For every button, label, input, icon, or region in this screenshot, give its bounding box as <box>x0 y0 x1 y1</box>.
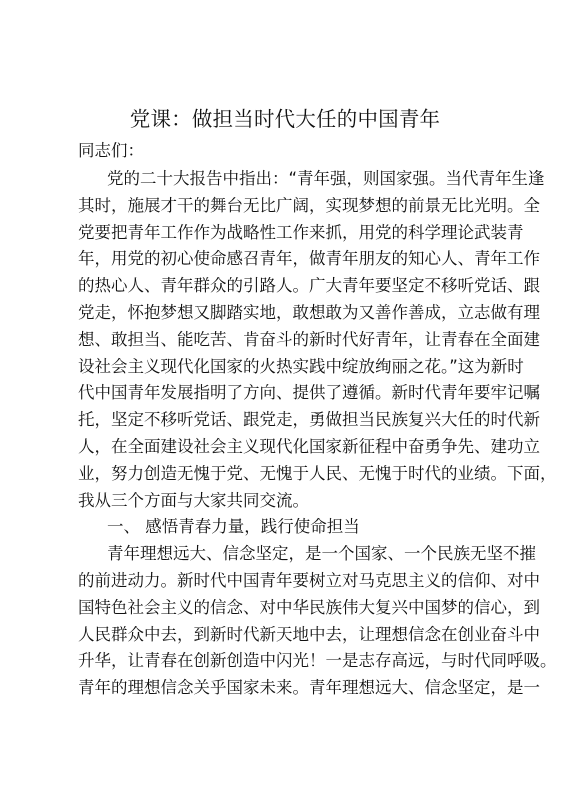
paragraph-1-line: 人，在全面建设社会主义现代化国家新征程中奋勇争先、建功立 <box>78 436 540 456</box>
paragraph-1-line: 我从三个方面与大家共同交流。 <box>78 490 309 510</box>
paragraph-1-line: 党的二十大报告中指出：“青年强，则国家强。当代青年生逢 <box>107 169 545 188</box>
paragraph-2-line: 人民群众中去，到新时代新天地中去，让理想信念在创业奋斗中 <box>78 624 540 644</box>
paragraph-1-line: 托，坚定不移听党话、跟党走，勇做担当民族复兴大任的时代新 <box>78 410 540 430</box>
greeting: 同志们： <box>78 141 144 160</box>
section-1-heading: 一、 感悟青春力量，践行使命担当 <box>107 517 360 537</box>
paragraph-1-line: 的热心人、青年群众的引路人。广大青年要坚定不移听党话、跟 <box>78 276 540 296</box>
paragraph-1-line: 业，努力创造无愧于党、无愧于人民、无愧于时代的业绩。下面， <box>78 463 557 483</box>
paragraph-2-line: 国特色社会主义的信念、对中华民族伟大复兴中国梦的信心，到 <box>78 597 540 617</box>
paragraph-2-line: 的前进动力。新时代中国青年要树立对马克思主义的信仰、对中 <box>78 570 540 590</box>
document-body <box>78 166 557 702</box>
paragraph-1-line: 党要把青年工作作为战略性工作来抓，用党的科学理论武装青 <box>78 222 524 242</box>
paragraph-1-line: 设社会主义现代化国家的火热实践中绽放绚丽之花。”这为新时 <box>78 356 524 376</box>
paragraph-1-line: 代中国青年发展指明了方向、提供了遵循。新时代青年要牢记嘱 <box>78 383 540 403</box>
paragraph-1-line: 其时，施展才干的舞台无比广阔，实现梦想的前景无比光明。全 <box>78 195 540 215</box>
paragraph-2-line: 青年理想远大、信念坚定，是一个国家、一个民族无坚不摧 <box>107 544 536 564</box>
paragraph-2-line: 青年的理想信念关乎国家未来。青年理想远大、信念坚定，是一 <box>78 678 540 698</box>
paragraph-1-line: 党走，怀抱梦想又脚踏实地，敢想敢为又善作善成，立志做有理 <box>78 302 540 322</box>
document-title: 党课：做担当时代大任的中国青年 <box>129 107 441 131</box>
paragraph-1-line: 想、敢担当、能吃苦、肯奋斗的新时代好青年，让青春在全面建 <box>78 329 540 349</box>
paragraph-1-line: 年，用党的初心使命感召青年，做青年朋友的知心人、青年工作 <box>78 249 540 269</box>
paragraph-2-line: 升华，让青春在创新创造中闪光！一是志存高远，与时代同呼吸。 <box>78 651 557 671</box>
